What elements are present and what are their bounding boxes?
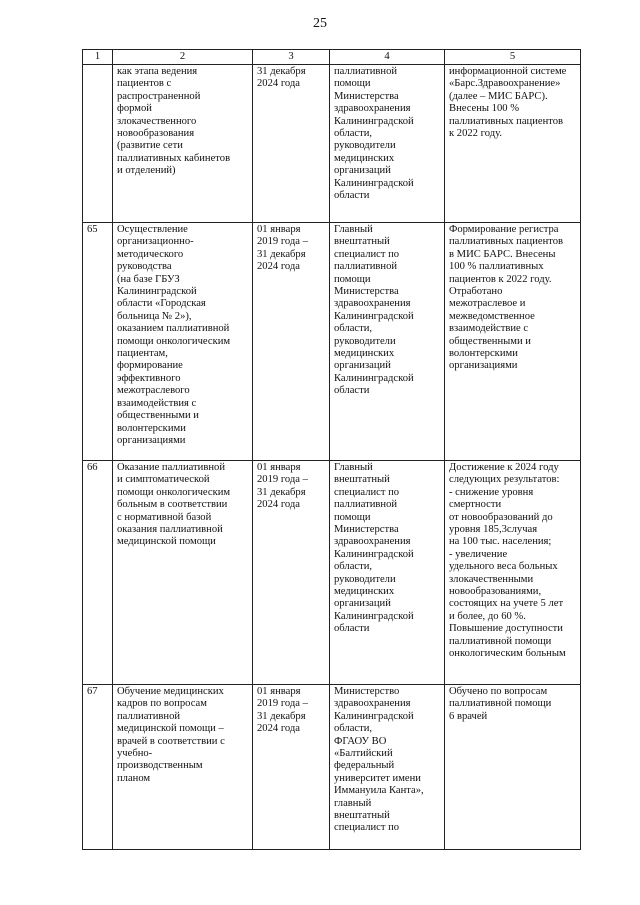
result-cell: Обучено по вопросам паллиативной помощи 6 врачей — [445, 685, 581, 850]
column-number-1: 1 — [83, 50, 113, 65]
action-cell: Обучение медицинских кадров по вопросам паллиативной медицинской помощи – врачей в соответствии с учебно- производственным планом — [113, 685, 253, 850]
column-number-4: 4 — [330, 50, 445, 65]
row-number: 66 — [83, 461, 113, 685]
term-cell: 01 января 2019 года – 31 декабря 2024 года — [253, 685, 330, 850]
executors-cell: Главный внештатный специалист по паллиативной помощи Министерства здравоохранения Калининградской области, руководители медицинских организаций Калининградской области — [330, 461, 445, 685]
term-cell: 01 января 2019 года – 31 декабря 2024 года — [253, 223, 330, 461]
row-number: 65 — [83, 223, 113, 461]
action-cell: как этапа ведения пациентов с распространенной формой злокачественного новообразования (развитие сети паллиативных кабинетов и отделений) — [113, 65, 253, 223]
result-cell: информационной системе «Барс.Здравоохранение» (далее – МИС БАРС). Внесены 100 % паллиативных пациентов к 2022 году. — [445, 65, 581, 223]
executors-cell: паллиативной помощи Министерства здравоохранения Калининградской области, руководители медицинских организаций Калининградской области — [330, 65, 445, 223]
term-cell: 31 декабря 2024 года — [253, 65, 330, 223]
row-number: 67 — [83, 685, 113, 850]
executors-cell: Министерство здравоохранения Калининградской области, ФГАОУ ВО «Балтийский федеральный университет имени Иммануила Канта», главный внештатный специалист по — [330, 685, 445, 850]
table-row — [83, 461, 581, 685]
action-cell: Осуществление организационно- методического руководства (на базе ГБУЗ Калининградской области «Городская больница № 2»), оказанием паллиативной помощи онкологическим пациентам, формирование эффективного межотраслевого взаимодействия с общественными и волонтерскими организациями — [113, 223, 253, 461]
column-number-5: 5 — [445, 50, 581, 65]
row-number — [83, 65, 113, 223]
table-row — [83, 685, 581, 850]
table-row — [83, 65, 581, 223]
column-number-2: 2 — [113, 50, 253, 65]
result-cell: Формирование регистра паллиативных пациентов в МИС БАРС. Внесены 100 % паллиативных пациентов к 2022 году. Отработано межотраслевое и межведомственное взаимодействие с общественными и волонтерскими организациями — [445, 223, 581, 461]
term-cell: 01 января 2019 года – 31 декабря 2024 года — [253, 461, 330, 685]
table-row — [83, 223, 581, 461]
action-cell: Оказание паллиативной и симптоматической помощи онкологическим больным в соответствии с нормативной базой оказания паллиативной медицинской помощи — [113, 461, 253, 685]
table-header-row — [83, 50, 581, 65]
page-number: 25 — [313, 16, 327, 31]
measures-table — [82, 49, 581, 850]
column-number-3: 3 — [253, 50, 330, 65]
result-cell: Достижение к 2024 году следующих результатов: - снижение уровня смертности от новообразований до уровня 185,3случая на 100 тыс. населения; - увеличение удельного веса больных злокачественными новообразованиями, состоящих на учете 5 лет и более, до 60 %. Повышение доступности паллиативной помощи онкологическим больным — [445, 461, 581, 685]
executors-cell: Главный внештатный специалист по паллиативной помощи Министерства здравоохранения Калининградской области, руководители медицинских организаций Калининградской области — [330, 223, 445, 461]
